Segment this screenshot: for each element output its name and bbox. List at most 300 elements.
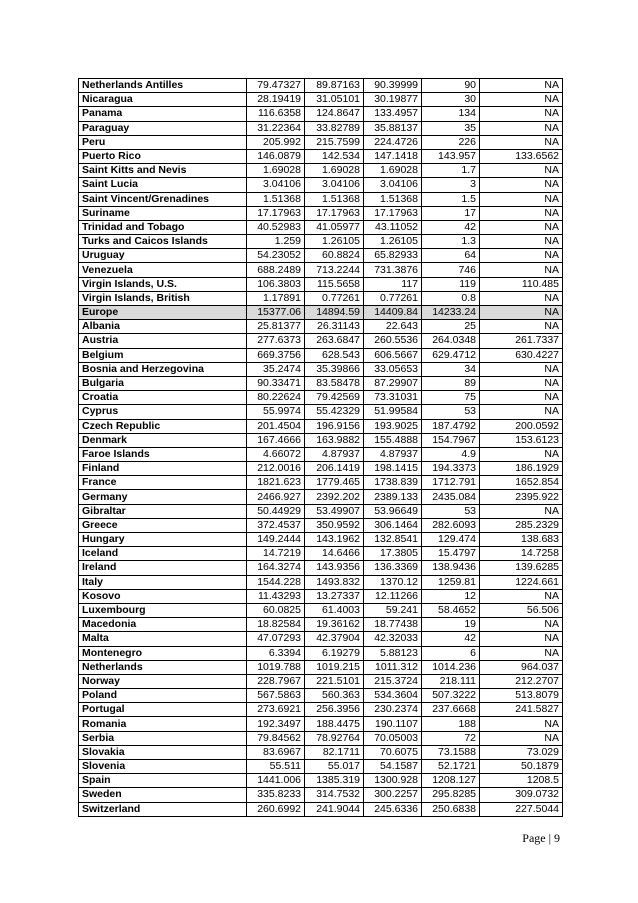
table-row xyxy=(79,348,563,362)
value-cell: 5.88123 xyxy=(364,646,422,660)
value-cell: NA xyxy=(480,206,563,220)
value-cell: 134 xyxy=(422,107,480,121)
country-name-cell: Belgium xyxy=(79,348,247,362)
value-cell: 669.3756 xyxy=(247,348,305,362)
value-cell: 227.5044 xyxy=(480,802,563,816)
value-cell: NA xyxy=(480,79,563,93)
country-name-cell: Malta xyxy=(79,632,247,646)
value-cell: 3 xyxy=(422,178,480,192)
table-row xyxy=(79,220,563,234)
value-cell: 79.47327 xyxy=(247,79,305,93)
value-cell: NA xyxy=(480,391,563,405)
value-cell: 35.2474 xyxy=(247,362,305,376)
country-name-cell: Saint Lucia xyxy=(79,178,247,192)
country-name-cell: Norway xyxy=(79,674,247,688)
value-cell: 212.2707 xyxy=(480,674,563,688)
value-cell: 4.9 xyxy=(422,447,480,461)
value-cell: 2395.922 xyxy=(480,490,563,504)
value-cell: 314.7532 xyxy=(305,788,364,802)
value-cell: 1019.215 xyxy=(305,660,364,674)
value-cell: 90 xyxy=(422,79,480,93)
value-cell: 82.1711 xyxy=(305,745,364,759)
table-row xyxy=(79,447,563,461)
table-row xyxy=(79,660,563,674)
value-cell: 250.6838 xyxy=(422,802,480,816)
value-cell: 43.11052 xyxy=(364,220,422,234)
value-cell: 75 xyxy=(422,391,480,405)
value-cell: 212.0016 xyxy=(247,462,305,476)
table-row xyxy=(79,504,563,518)
table-row xyxy=(79,121,563,135)
value-cell: 606.5667 xyxy=(364,348,422,362)
table-row xyxy=(79,603,563,617)
value-cell: 42.32033 xyxy=(364,632,422,646)
value-cell: 1.69028 xyxy=(305,164,364,178)
value-cell: NA xyxy=(480,320,563,334)
country-name-cell: Nicaragua xyxy=(79,93,247,107)
value-cell: NA xyxy=(480,618,563,632)
value-cell: 2389.133 xyxy=(364,490,422,504)
value-cell: NA xyxy=(480,192,563,206)
value-cell: NA xyxy=(480,135,563,149)
table-row xyxy=(79,206,563,220)
value-cell: 372.4537 xyxy=(247,518,305,532)
value-cell: NA xyxy=(480,447,563,461)
value-cell: 309.0732 xyxy=(480,788,563,802)
value-cell: 560.363 xyxy=(305,689,364,703)
country-name-cell: Faroe Islands xyxy=(79,447,247,461)
value-cell: 11.43293 xyxy=(247,589,305,603)
value-cell: 129.474 xyxy=(422,533,480,547)
value-cell: 198.1415 xyxy=(364,462,422,476)
value-cell: 1.69028 xyxy=(247,164,305,178)
value-cell: 42 xyxy=(422,220,480,234)
value-cell: 1.51368 xyxy=(364,192,422,206)
value-cell: 116.6358 xyxy=(247,107,305,121)
table-row xyxy=(79,703,563,717)
value-cell: 47.07293 xyxy=(247,632,305,646)
country-name-cell: Croatia xyxy=(79,391,247,405)
value-cell: 1821.623 xyxy=(247,476,305,490)
value-cell: 4.87937 xyxy=(364,447,422,461)
value-cell: NA xyxy=(480,235,563,249)
value-cell: 713.2244 xyxy=(305,263,364,277)
value-cell: 33.05653 xyxy=(364,362,422,376)
value-cell: 133.6562 xyxy=(480,149,563,163)
country-name-cell: Panama xyxy=(79,107,247,121)
data-table-container xyxy=(78,78,563,817)
value-cell: 72 xyxy=(422,731,480,745)
value-cell: 53 xyxy=(422,504,480,518)
value-cell: 35.88137 xyxy=(364,121,422,135)
value-cell: 12 xyxy=(422,589,480,603)
value-cell: 192.3497 xyxy=(247,717,305,731)
value-cell: 260.5536 xyxy=(364,334,422,348)
value-cell: 17 xyxy=(422,206,480,220)
value-cell: 139.6285 xyxy=(480,561,563,575)
table-row xyxy=(79,632,563,646)
value-cell: 14409.84 xyxy=(364,306,422,320)
table-row xyxy=(79,164,563,178)
value-cell: 30.19877 xyxy=(364,93,422,107)
value-cell: 89 xyxy=(422,376,480,390)
value-cell: 6.3394 xyxy=(247,646,305,660)
value-cell: 187.4792 xyxy=(422,419,480,433)
value-cell: 58.4652 xyxy=(422,603,480,617)
page-number: Page | 9 xyxy=(522,831,560,845)
value-cell: 1544.228 xyxy=(247,575,305,589)
value-cell: 83.58478 xyxy=(305,376,364,390)
table-row xyxy=(79,79,563,93)
table-row xyxy=(79,774,563,788)
table-row xyxy=(79,802,563,816)
table-row xyxy=(79,362,563,376)
value-cell: 78.92764 xyxy=(305,731,364,745)
value-cell: 215.3724 xyxy=(364,674,422,688)
value-cell: 106.3803 xyxy=(247,277,305,291)
value-cell: 14233.24 xyxy=(422,306,480,320)
country-name-cell: Germany xyxy=(79,490,247,504)
value-cell: 132.8541 xyxy=(364,533,422,547)
value-cell: 55.511 xyxy=(247,760,305,774)
value-cell: NA xyxy=(480,717,563,731)
country-name-cell: Austria xyxy=(79,334,247,348)
value-cell: 230.2374 xyxy=(364,703,422,717)
value-cell: 61.4003 xyxy=(305,603,364,617)
value-cell: 3.04106 xyxy=(247,178,305,192)
value-cell: 263.6847 xyxy=(305,334,364,348)
country-name-cell: Luxembourg xyxy=(79,603,247,617)
country-name-cell: Czech Republic xyxy=(79,419,247,433)
table-row xyxy=(79,462,563,476)
value-cell: 6 xyxy=(422,646,480,660)
value-cell: 167.4666 xyxy=(247,433,305,447)
country-name-cell: Iceland xyxy=(79,547,247,561)
country-name-cell: Ireland xyxy=(79,561,247,575)
value-cell: 731.3876 xyxy=(364,263,422,277)
value-cell: 15.4797 xyxy=(422,547,480,561)
table-row xyxy=(79,476,563,490)
value-cell: 1.26105 xyxy=(305,235,364,249)
value-cell: 70.05003 xyxy=(364,731,422,745)
value-cell: 1300.928 xyxy=(364,774,422,788)
value-cell: 306.1464 xyxy=(364,518,422,532)
value-cell: 630.4227 xyxy=(480,348,563,362)
value-cell: 79.42569 xyxy=(305,391,364,405)
table-row xyxy=(79,646,563,660)
value-cell: 31.22364 xyxy=(247,121,305,135)
value-cell: 534.3604 xyxy=(364,689,422,703)
value-cell: 153.6123 xyxy=(480,433,563,447)
country-name-cell: Virgin Islands, British xyxy=(79,291,247,305)
value-cell: 3.04106 xyxy=(364,178,422,192)
value-cell: 52.1721 xyxy=(422,760,480,774)
table-row xyxy=(79,490,563,504)
value-cell: 285.2329 xyxy=(480,518,563,532)
value-cell: 215.7599 xyxy=(305,135,364,149)
value-cell: 3.04106 xyxy=(305,178,364,192)
value-cell: 50.1879 xyxy=(480,760,563,774)
value-cell: 17.17963 xyxy=(364,206,422,220)
value-cell: 1.3 xyxy=(422,235,480,249)
country-name-cell: Poland xyxy=(79,689,247,703)
table-row xyxy=(79,589,563,603)
country-name-cell: Denmark xyxy=(79,433,247,447)
value-cell: 14.6466 xyxy=(305,547,364,561)
value-cell: 1712.791 xyxy=(422,476,480,490)
value-cell: 1385.319 xyxy=(305,774,364,788)
value-cell: 1.5 xyxy=(422,192,480,206)
value-cell: 186.1929 xyxy=(480,462,563,476)
value-cell: 335.8233 xyxy=(247,788,305,802)
country-name-cell: Montenegro xyxy=(79,646,247,660)
value-cell: 22.643 xyxy=(364,320,422,334)
value-cell: 1.51368 xyxy=(247,192,305,206)
value-cell: 1011.312 xyxy=(364,660,422,674)
value-cell: 282.6093 xyxy=(422,518,480,532)
value-cell: 90.39999 xyxy=(364,79,422,93)
value-cell: 14.7258 xyxy=(480,547,563,561)
value-cell: 1224.661 xyxy=(480,575,563,589)
value-cell: 64 xyxy=(422,249,480,263)
value-cell: 256.3956 xyxy=(305,703,364,717)
value-cell: 136.3369 xyxy=(364,561,422,575)
value-cell: 50.44929 xyxy=(247,504,305,518)
value-cell: 190.1107 xyxy=(364,717,422,731)
value-cell: NA xyxy=(480,589,563,603)
value-cell: 119 xyxy=(422,277,480,291)
country-name-cell: Uruguay xyxy=(79,249,247,263)
table-row xyxy=(79,135,563,149)
table-row xyxy=(79,249,563,263)
country-name-cell: Greece xyxy=(79,518,247,532)
value-cell: 1208.127 xyxy=(422,774,480,788)
value-cell: 350.9592 xyxy=(305,518,364,532)
value-cell: 56.506 xyxy=(480,603,563,617)
value-cell: 2435.084 xyxy=(422,490,480,504)
value-cell: 87.29907 xyxy=(364,376,422,390)
value-cell: 73.029 xyxy=(480,745,563,759)
table-row xyxy=(79,107,563,121)
table-row xyxy=(79,689,563,703)
value-cell: 201.4504 xyxy=(247,419,305,433)
value-cell: 513.8079 xyxy=(480,689,563,703)
value-cell: 89.87163 xyxy=(305,79,364,93)
table-row xyxy=(79,518,563,532)
value-cell: 1652.854 xyxy=(480,476,563,490)
value-cell: 51.99584 xyxy=(364,405,422,419)
country-name-cell: Turks and Caicos Islands xyxy=(79,235,247,249)
value-cell: 73.1588 xyxy=(422,745,480,759)
value-cell: 4.87937 xyxy=(305,447,364,461)
country-name-cell: Saint Kitts and Nevis xyxy=(79,164,247,178)
value-cell: 295.8285 xyxy=(422,788,480,802)
value-cell: NA xyxy=(480,362,563,376)
value-cell: 26.31143 xyxy=(305,320,364,334)
country-name-cell: Virgin Islands, U.S. xyxy=(79,277,247,291)
value-cell: 18.77438 xyxy=(364,618,422,632)
value-cell: 221.5101 xyxy=(305,674,364,688)
value-cell: 110.485 xyxy=(480,277,563,291)
value-cell: 115.5658 xyxy=(305,277,364,291)
value-cell: 25 xyxy=(422,320,480,334)
value-cell: 6.19279 xyxy=(305,646,364,660)
value-cell: 218.111 xyxy=(422,674,480,688)
value-cell: 228.7967 xyxy=(247,674,305,688)
country-name-cell: Saint Vincent/Grenadines xyxy=(79,192,247,206)
value-cell: 188.4475 xyxy=(305,717,364,731)
table-row xyxy=(79,192,563,206)
table-row xyxy=(79,306,563,320)
table-row xyxy=(79,277,563,291)
country-name-cell: Cyprus xyxy=(79,405,247,419)
value-cell: 14.7219 xyxy=(247,547,305,561)
value-cell: 138.683 xyxy=(480,533,563,547)
value-cell: 155.4888 xyxy=(364,433,422,447)
value-cell: NA xyxy=(480,121,563,135)
value-cell: 17.17963 xyxy=(247,206,305,220)
value-cell: 70.6075 xyxy=(364,745,422,759)
value-cell: 245.6336 xyxy=(364,802,422,816)
value-cell: NA xyxy=(480,263,563,277)
country-name-cell: Spain xyxy=(79,774,247,788)
country-name-cell: Romania xyxy=(79,717,247,731)
value-cell: 12.11266 xyxy=(364,589,422,603)
country-name-cell: Slovenia xyxy=(79,760,247,774)
value-cell: 1441.006 xyxy=(247,774,305,788)
value-cell: NA xyxy=(480,93,563,107)
value-cell: 54.23052 xyxy=(247,249,305,263)
value-cell: 55.42329 xyxy=(305,405,364,419)
table-row xyxy=(79,178,563,192)
value-cell: 90.33471 xyxy=(247,376,305,390)
value-cell: 224.4726 xyxy=(364,135,422,149)
country-name-cell: Suriname xyxy=(79,206,247,220)
country-name-cell: Finland xyxy=(79,462,247,476)
value-cell: 28.19419 xyxy=(247,93,305,107)
table-row xyxy=(79,235,563,249)
value-cell: 14894.59 xyxy=(305,306,364,320)
value-cell: 241.9044 xyxy=(305,802,364,816)
value-cell: 73.31031 xyxy=(364,391,422,405)
value-cell: 42 xyxy=(422,632,480,646)
value-cell: 15377.06 xyxy=(247,306,305,320)
country-name-cell: Kosovo xyxy=(79,589,247,603)
value-cell: 1493.832 xyxy=(305,575,364,589)
country-name-cell: Gibraltar xyxy=(79,504,247,518)
value-cell: 31.05101 xyxy=(305,93,364,107)
value-cell: 205.992 xyxy=(247,135,305,149)
value-cell: 142.534 xyxy=(305,149,364,163)
value-cell: 1.69028 xyxy=(364,164,422,178)
value-cell: 35.39866 xyxy=(305,362,364,376)
value-cell: 164.3274 xyxy=(247,561,305,575)
value-cell: NA xyxy=(480,164,563,178)
value-cell: 146.0879 xyxy=(247,149,305,163)
table-row xyxy=(79,334,563,348)
value-cell: 149.2444 xyxy=(247,533,305,547)
table-row xyxy=(79,93,563,107)
table-row xyxy=(79,405,563,419)
table-body xyxy=(79,79,563,817)
value-cell: 206.1419 xyxy=(305,462,364,476)
table-row xyxy=(79,717,563,731)
value-cell: 25.81377 xyxy=(247,320,305,334)
country-name-cell: Albania xyxy=(79,320,247,334)
country-name-cell: Paraguay xyxy=(79,121,247,135)
value-cell: 53 xyxy=(422,405,480,419)
value-cell: NA xyxy=(480,504,563,518)
value-cell: NA xyxy=(480,249,563,263)
country-name-cell: Peru xyxy=(79,135,247,149)
country-name-cell: Netherlands Antilles xyxy=(79,79,247,93)
value-cell: 746 xyxy=(422,263,480,277)
value-cell: 194.3373 xyxy=(422,462,480,476)
value-cell: 54.1587 xyxy=(364,760,422,774)
value-cell: 200.0592 xyxy=(480,419,563,433)
table-row xyxy=(79,674,563,688)
value-cell: NA xyxy=(480,376,563,390)
value-cell: 80.22624 xyxy=(247,391,305,405)
table-row xyxy=(79,788,563,802)
value-cell: 1014.236 xyxy=(422,660,480,674)
value-cell: 273.6921 xyxy=(247,703,305,717)
country-name-cell: Netherlands xyxy=(79,660,247,674)
value-cell: 567.5863 xyxy=(247,689,305,703)
value-cell: 13.27337 xyxy=(305,589,364,603)
value-cell: 688.2489 xyxy=(247,263,305,277)
value-cell: 163.9882 xyxy=(305,433,364,447)
value-cell: 1.26105 xyxy=(364,235,422,249)
country-name-cell: France xyxy=(79,476,247,490)
value-cell: NA xyxy=(480,291,563,305)
country-name-cell: Sweden xyxy=(79,788,247,802)
value-cell: 17.17963 xyxy=(305,206,364,220)
country-name-cell: Trinidad and Tobago xyxy=(79,220,247,234)
value-cell: 42.37904 xyxy=(305,632,364,646)
value-cell: 143.957 xyxy=(422,149,480,163)
value-cell: 264.0348 xyxy=(422,334,480,348)
value-cell: NA xyxy=(480,632,563,646)
value-cell: 1208.5 xyxy=(480,774,563,788)
table-row xyxy=(79,731,563,745)
table-row xyxy=(79,419,563,433)
value-cell: 1019.788 xyxy=(247,660,305,674)
value-cell: 143.1962 xyxy=(305,533,364,547)
table-row xyxy=(79,745,563,759)
value-cell: 196.9156 xyxy=(305,419,364,433)
value-cell: NA xyxy=(480,306,563,320)
value-cell: 1259.81 xyxy=(422,575,480,589)
country-name-cell: Italy xyxy=(79,575,247,589)
value-cell: 237.6668 xyxy=(422,703,480,717)
value-cell: 1.259 xyxy=(247,235,305,249)
value-cell: 34 xyxy=(422,362,480,376)
table-row xyxy=(79,391,563,405)
value-cell: 226 xyxy=(422,135,480,149)
value-cell: 83.6967 xyxy=(247,745,305,759)
country-name-cell: Slovakia xyxy=(79,745,247,759)
table-row xyxy=(79,575,563,589)
value-cell: 17.3805 xyxy=(364,547,422,561)
value-cell: 60.0825 xyxy=(247,603,305,617)
value-cell: 33.82789 xyxy=(305,121,364,135)
value-cell: 193.9025 xyxy=(364,419,422,433)
country-name-cell: Venezuela xyxy=(79,263,247,277)
value-cell: 40.52983 xyxy=(247,220,305,234)
country-name-cell: Switzerland xyxy=(79,802,247,816)
value-cell: 1.51368 xyxy=(305,192,364,206)
